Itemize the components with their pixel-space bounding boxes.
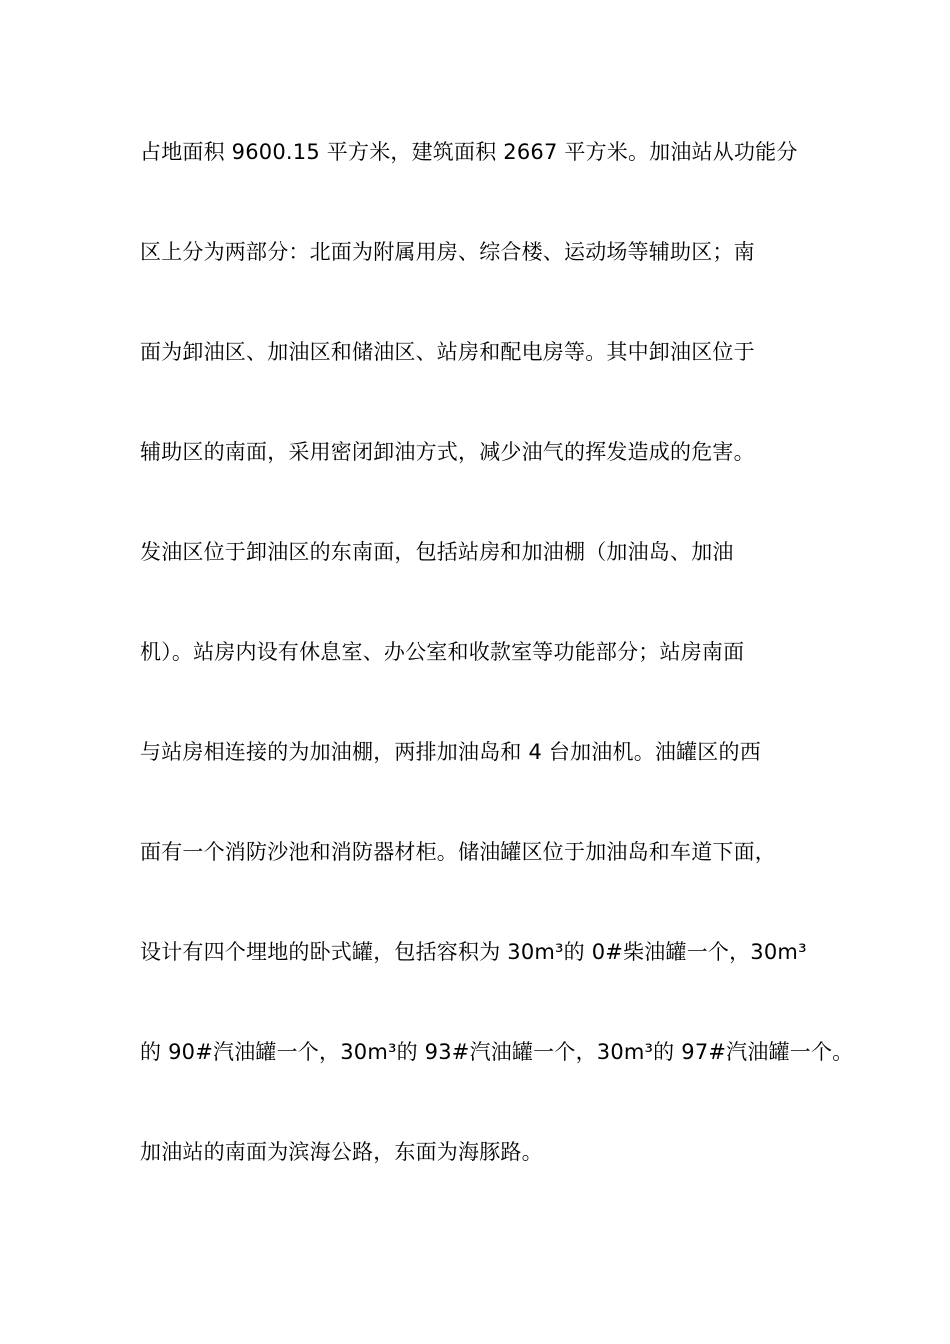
paragraph-line: 面有一个消防沙池和消防器材柜。储油罐区位于加油岛和车道下面， (140, 840, 776, 864)
paragraph-line: 区上分为两部分：北面为附属用房、综合楼、运动场等辅助区；南 (140, 240, 755, 264)
paragraph-line: 发油区位于卸油区的东南面，包括站房和加油棚（加油岛、加油 (140, 540, 734, 564)
paragraph-line: 占地面积 9600.15 平方米，建筑面积 2667 平方米。加油站从功能分 (140, 140, 798, 164)
paragraph-line: 加油站的南面为滨海公路，东面为海豚路。 (140, 1140, 543, 1164)
paragraph-line: 设计有四个埋地的卧式罐，包括容积为 30m³的 0#柴油罐一个，30m³ (140, 940, 807, 964)
paragraph-line: 面为卸油区、加油区和储油区、站房和配电房等。其中卸油区位于 (140, 340, 755, 364)
paragraph-line: 与站房相连接的为加油棚，两排加油岛和 4 台加油机。油罐区的西 (140, 740, 761, 764)
paragraph-line: 机）。站房内设有休息室、办公室和收款室等功能部分；站房南面 (140, 640, 745, 664)
body-paragraph (140, 128, 854, 1228)
paragraph-line: 辅助区的南面，采用密闭卸油方式，减少油气的挥发造成的危害。 (140, 440, 755, 464)
paragraph-line: 的 90#汽油罐一个，30m³的 93#汽油罐一个，30m³的 97#汽油罐一个。 (140, 1040, 854, 1064)
